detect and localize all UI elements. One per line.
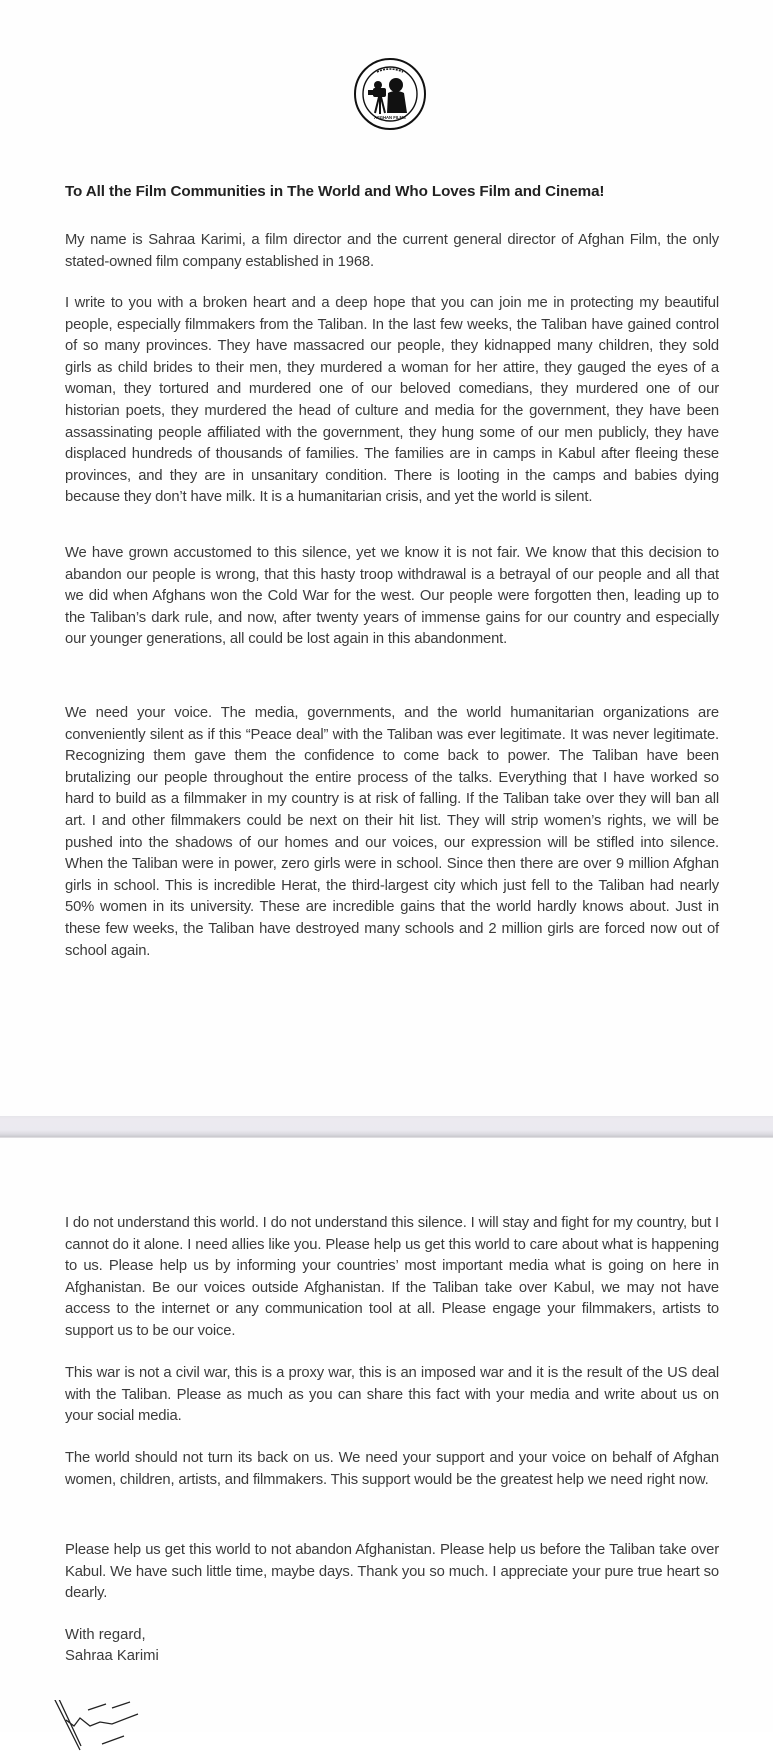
paragraph-need-voice: We need your voice. The media, governments, and the world humanitarian organizations are conveniently silent as if this “Peace deal” with the Taliban was ever legitimate. It was never legitimate. Recognizing them gave them the confidence to come back to power. The Taliban have been brutalizing our people throughout the entire process of the talks. Everything that I have worked so hard to build as a filmmaker in my country is at risk of falling. If the Taliban take over they will ban all art. I and other filmmakers could be next on their hit list. They will strip women’s rights, we will be pushed into the shadows of our homes and our voices, our expression will be stifled into silence. When the Taliban were in power, zero girls were in school. Since then there are over 9 million Afghan girls in school. This is incredible Herat, the third-largest city which just fell to the Taliban had nearly 50% women in its university. These are incredible gains that the world hardly knows about. Just in these few weeks, the Taliban have destroyed many schools and 2 million girls are forced now out of school again. [65, 705, 719, 959]
paragraph-support: The world should not turn its back on us. We need your support and your voice on behalf of Afghan women, children, artists, and filmmakers. This support would be the greatest help we need right now. [65, 1450, 719, 1488]
page-separator [0, 1116, 773, 1138]
letter-title: To All the Film Communities in The World and Who Loves Film and Cinema! [65, 183, 605, 200]
paragraph-intro: My name is Sahraa Karimi, a film director and the current general director of Afghan Film, the only stated-owned film company established in 1968. [65, 232, 719, 270]
afghan-film-logo-icon [353, 57, 427, 131]
paragraph-final-plea: Please help us get this world to not abandon Afghanistan. Please help us before the Taliban take over Kabul. We have such little time, maybe days. Thank you so much. I appreciate your pure true heart so dearly. [65, 1542, 719, 1602]
paragraph-crisis: I write to you with a broken heart and a deep hope that you can join me in protecting my beautiful people, especially filmmakers from the Taliban. In the last few weeks, the Taliban have gained control of so many provinces. They have massacred our people, they kidnapped many children, they sold girls as child brides to their men, they murdered a woman for her attire, they gauged the eyes of a woman, they tortured and murdered one of our beloved comedians, they murdered one of our historian poets, they murdered the head of culture and media for the government, they have been assassinating people affiliated with the government, they hung some of our men publicly, they have displaced hundreds of thousands of families. The families are in camps in Kabul after fleeing these provinces, and they are in unsanitary condition. There is looting in the camps and babies dying because they don’t have milk. It is a humanitarian crisis, and yet the world is silent. [65, 295, 719, 506]
document-page-2 [0, 1138, 773, 1732]
paragraph-proxy-war: This war is not a civil war, this is a proxy war, this is an imposed war and it is the result of the US deal with the Taliban. Please as much as you can share this fact with your media and write about us on your social media. [65, 1365, 719, 1425]
handwritten-signature-icon [52, 1700, 162, 1760]
signer-name: Sahraa Karimi [65, 1648, 159, 1664]
paragraph-allies: I do not understand this world. I do not understand this silence. I will stay and fight for my country, but I cannot do it alone. I need allies like you. Please help us get this world to care about what is happening to us. Please help us by informing your countries’ most important media what is going on here in Afghanistan. Be our voices outside Afghanistan. If the Taliban take over Kabul, we may not have access to the internet or any communication tool at all. Please engage your filmmakers, artists to support us to be our voice. [65, 1215, 719, 1339]
svg-text:AFGHAN FILMS: AFGHAN FILMS [374, 115, 406, 120]
paragraph-silence: We have grown accustomed to this silence, yet we know it is not fair. We know that this decision to abandon our people is wrong, that this hasty troop withdrawal is a betrayal of our people and all that we did when Afghans won the Cold War for the west. Our people were forgotten then, leading up to the Taliban’s dark rule, and now, after twenty years of immense gains for our country and especially our younger generations, all could be lost again in this abandonment. [65, 545, 719, 648]
closing-salutation: With regard, [65, 1627, 146, 1643]
